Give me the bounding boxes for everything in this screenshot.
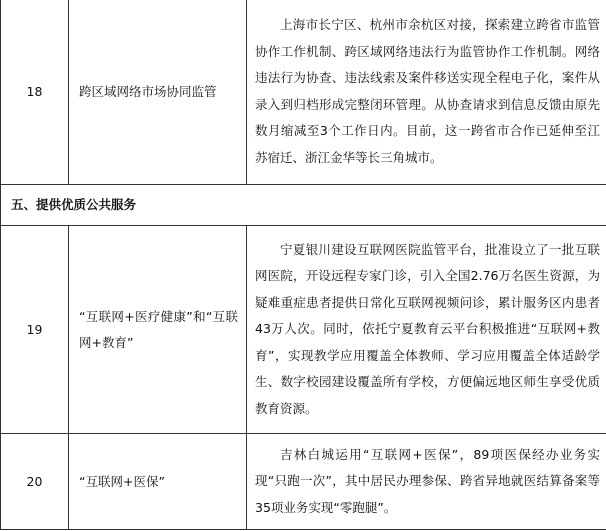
table-row bbox=[1, 434, 606, 530]
row-description bbox=[247, 434, 606, 530]
row-description bbox=[247, 226, 606, 434]
section-row bbox=[1, 185, 606, 226]
row-number: 20 bbox=[1, 434, 69, 530]
row-name: “互联网+医保” bbox=[69, 434, 247, 530]
row-description-text: 吉林白城运用“互联网+医保”，89项医保经办业务实现“只跑一次”，其中居民办理参保、跨省异地就医结算备案等35项业务实现“零跑腿”。 bbox=[255, 446, 600, 515]
row-description-text: 宁夏银川建设互联网医院监管平台，批准设立了一批互联网医院，开设远程专家门诊，引入全国2.76万名医生资源，为疑难重症患者提供日常化互联网视频问诊，累计服务区内患者43万人次。同时，依托宁夏教育云平台积极推进“互联网+教育”，实现教学应用覆盖全体教师、学习应用覆盖全体适龄学生、数字校园建设覆盖所有学校，方便偏远地区师生享受优质教育资源。 bbox=[255, 241, 600, 416]
row-name: “互联网+医疗健康”和“互联网+教育” bbox=[69, 226, 247, 434]
row-number: 19 bbox=[1, 226, 69, 434]
section-title: 五、提供优质公共服务 bbox=[1, 185, 606, 226]
table-row bbox=[1, 226, 606, 434]
row-number: 18 bbox=[1, 0, 69, 185]
table-row bbox=[1, 0, 606, 185]
row-description-text: 上海市长宁区、杭州市余杭区对接，探索建立跨省市监管协作工作机制、跨区域网络违法行为监管协作工作机制。网络违法行为协查、违法线索及案件移送实现全程电子化，案件从录入到归档形成完整闭环管理。从协查请求到信息反馈由原先数月缩减至3个工作日内。目前，这一跨省市合作已延伸至江苏宿迁、浙江金华等长三角城市。 bbox=[255, 17, 600, 165]
row-name: 跨区域网络市场协同监管 bbox=[69, 0, 247, 185]
row-description bbox=[247, 0, 606, 185]
